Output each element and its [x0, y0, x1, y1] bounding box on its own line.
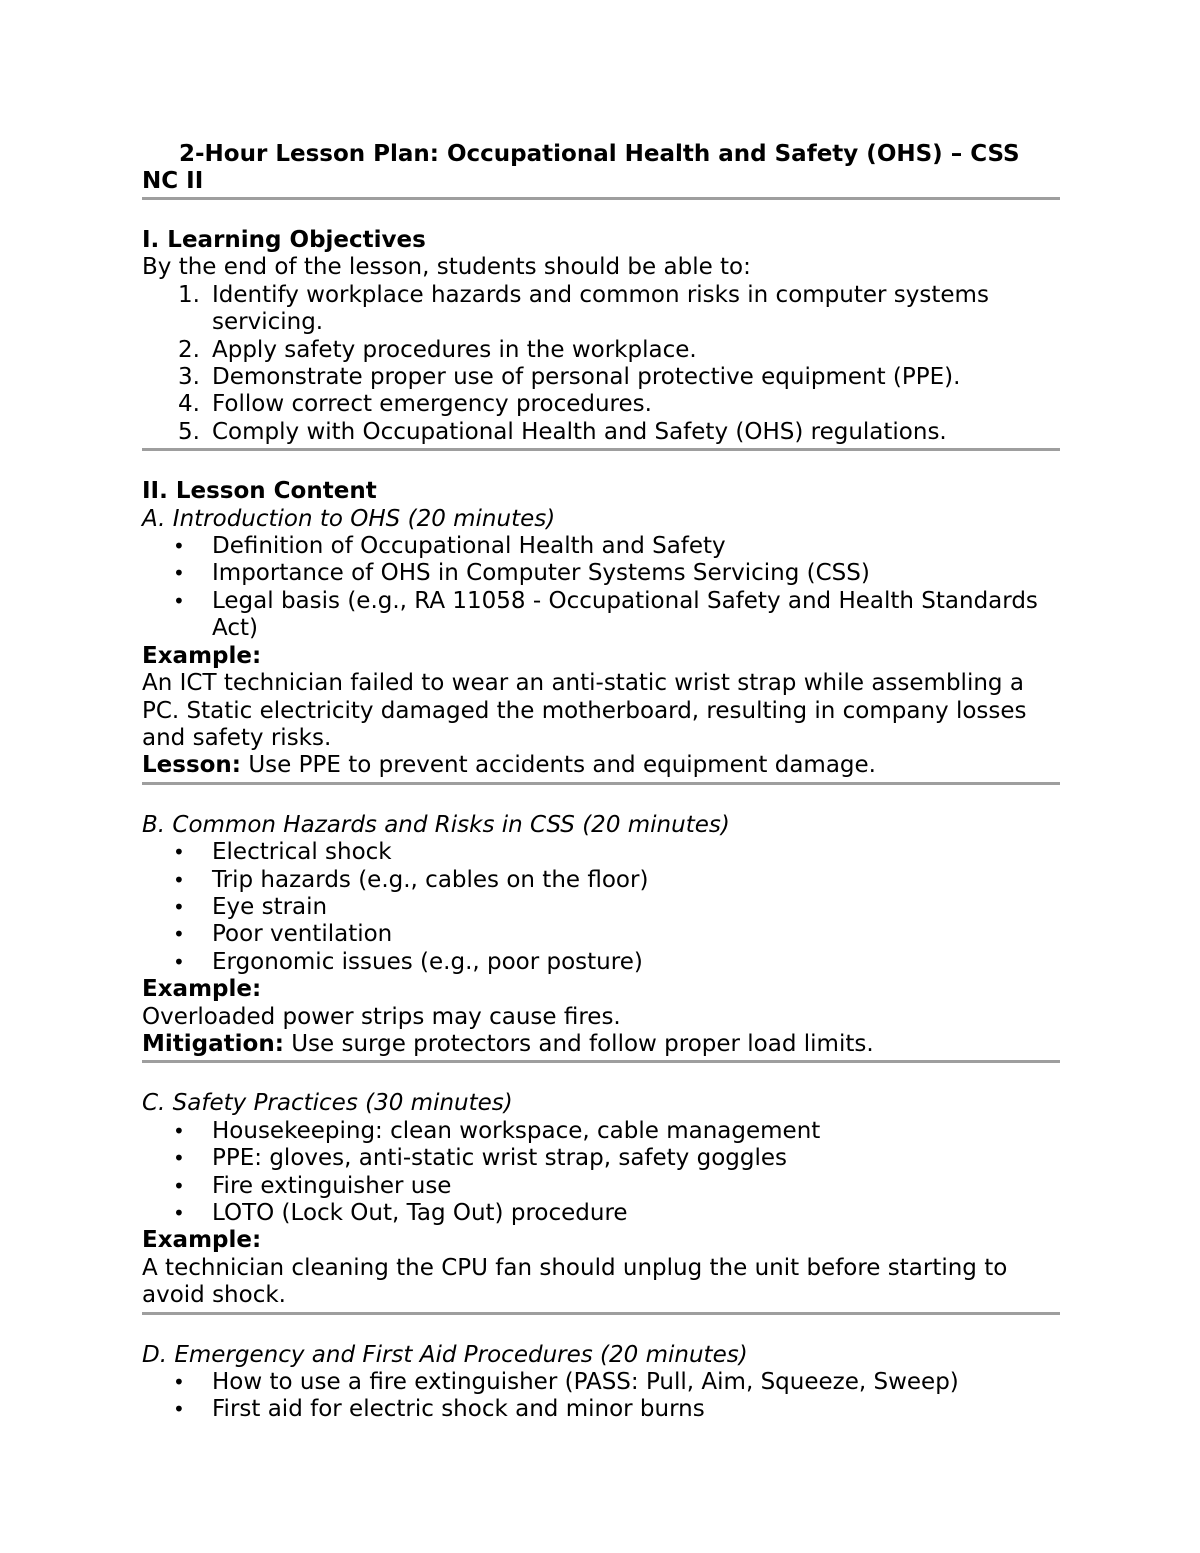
list-number: 4.: [178, 391, 200, 418]
bullet-icon: •: [173, 561, 185, 586]
list-item: [142, 1173, 1060, 1200]
example-label: Example:: [142, 976, 262, 1003]
list-item-text: Legal basis (e.g., RA 11058 - Occupational Safety and Health Standards Act): [212, 587, 1038, 642]
list-item-text: Definition of Occupational Health and Safety: [212, 533, 726, 560]
list-item-text: Fire extinguisher use: [212, 1172, 452, 1199]
section-a-title: A. Introduction to OHS (20 minutes): [142, 505, 556, 532]
list-item: [142, 894, 1060, 921]
section-b-bullets: [142, 839, 1060, 976]
list-item: [142, 949, 1060, 976]
list-item: [142, 867, 1060, 894]
list-item: [142, 391, 1060, 418]
document-page: [142, 141, 1060, 1424]
list-item-text: Ergonomic issues (e.g., poor posture): [212, 948, 643, 975]
list-item-text: Trip hazards (e.g., cables on the floor): [212, 866, 649, 893]
section-c-title: C. Safety Practices (30 minutes): [142, 1090, 513, 1117]
list-item-text: Demonstrate proper use of personal protective equipment (PPE).: [212, 364, 961, 391]
list-number: 3.: [178, 364, 200, 391]
list-item-text: Identify workplace hazards and common risks in computer systems servicing.: [212, 281, 989, 336]
lesson-text: Use PPE to prevent accidents and equipment damage.: [241, 752, 876, 779]
list-item: [142, 839, 1060, 866]
list-item-text: Importance of OHS in Computer Systems Servicing (CSS): [212, 560, 870, 587]
content-heading: II. Lesson Content: [142, 478, 377, 505]
bullet-icon: •: [173, 1397, 185, 1422]
mitigation-text: Use surge protectors and follow proper load limits.: [283, 1030, 874, 1057]
horizontal-rule: [142, 782, 1060, 785]
list-item: [142, 1200, 1060, 1227]
horizontal-rule: [142, 197, 1060, 200]
document-title: 2-Hour Lesson Plan: Occupational Health and Safety (OHS) – CSS NC II: [142, 141, 1020, 194]
bullet-icon: •: [173, 1173, 185, 1198]
list-item: [142, 1396, 1060, 1423]
list-item-text: Poor ventilation: [212, 921, 393, 948]
mitigation-note: [142, 1031, 1060, 1058]
list-item: [142, 419, 1060, 446]
section-c-bullets: [142, 1118, 1060, 1228]
objectives-intro: By the end of the lesson, students should be able to:: [142, 254, 751, 281]
mitigation-label: Mitigation:: [142, 1030, 284, 1057]
horizontal-rule: [142, 1312, 1060, 1315]
list-item-text: Comply with Occupational Health and Safety (OHS) regulations.: [212, 418, 947, 445]
list-item: [142, 533, 1060, 560]
objectives-list: [142, 282, 1060, 446]
list-item-text: Eye strain: [212, 893, 328, 920]
example-text: An ICT technician failed to wear an anti-static wrist strap while assembling a PC. Static electricity damaged the motherboard, resulting in company losses and safety risks.: [142, 670, 1027, 751]
horizontal-rule: [142, 1060, 1060, 1063]
list-number: 2.: [178, 336, 200, 363]
bullet-icon: •: [173, 534, 185, 559]
list-item-text: Housekeeping: clean workspace, cable management: [212, 1117, 821, 1144]
list-item-text: Apply safety procedures in the workplace.: [212, 336, 697, 363]
bullet-icon: •: [173, 1201, 185, 1225]
list-item: [142, 1369, 1060, 1396]
list-number: 5.: [178, 418, 200, 445]
bullet-icon: •: [173, 588, 185, 613]
example-text: Overloaded power strips may cause fires.: [142, 1003, 621, 1030]
bullet-icon: •: [173, 894, 185, 919]
list-item: [142, 364, 1060, 391]
list-number: 1.: [178, 281, 200, 308]
section-d-bullets: [142, 1369, 1060, 1424]
bullet-icon: •: [173, 1118, 185, 1143]
list-item: [142, 1145, 1060, 1172]
section-d-title: D. Emergency and First Aid Procedures (20 minutes): [142, 1341, 748, 1368]
section-a-bullets: [142, 533, 1060, 643]
lesson-note: [142, 752, 1060, 779]
list-item-text: PPE: gloves, anti-static wrist strap, safety goggles: [212, 1145, 787, 1172]
list-item-text: First aid for electric shock and minor burns: [212, 1396, 705, 1423]
example-text: A technician cleaning the CPU fan should unplug the unit before starting to avoid shock.: [142, 1254, 1008, 1309]
example-label: Example:: [142, 642, 262, 669]
bullet-icon: •: [173, 922, 185, 947]
list-item: [142, 282, 1060, 337]
objectives-heading: I. Learning Objectives: [142, 227, 426, 253]
list-item-text: Electrical shock: [212, 839, 392, 866]
list-item-text: LOTO (Lock Out, Tag Out) procedure: [212, 1200, 628, 1226]
lesson-label: Lesson:: [142, 752, 242, 779]
bullet-icon: •: [173, 1370, 185, 1395]
example-label: Example:: [142, 1227, 262, 1254]
section-b-title: B. Common Hazards and Risks in CSS (20 minutes): [142, 811, 730, 838]
bullet-icon: •: [173, 1146, 185, 1171]
list-item: [142, 588, 1060, 643]
list-item: [142, 1118, 1060, 1145]
list-item-text: Follow correct emergency procedures.: [212, 391, 652, 418]
list-item: [142, 921, 1060, 948]
list-item: [142, 337, 1060, 364]
horizontal-rule: [142, 448, 1060, 451]
bullet-icon: •: [173, 840, 185, 865]
list-item: [142, 560, 1060, 587]
bullet-icon: •: [173, 867, 185, 892]
bullet-icon: •: [173, 949, 185, 974]
list-item-text: How to use a fire extinguisher (PASS: Pull, Aim, Squeeze, Sweep): [212, 1369, 959, 1396]
